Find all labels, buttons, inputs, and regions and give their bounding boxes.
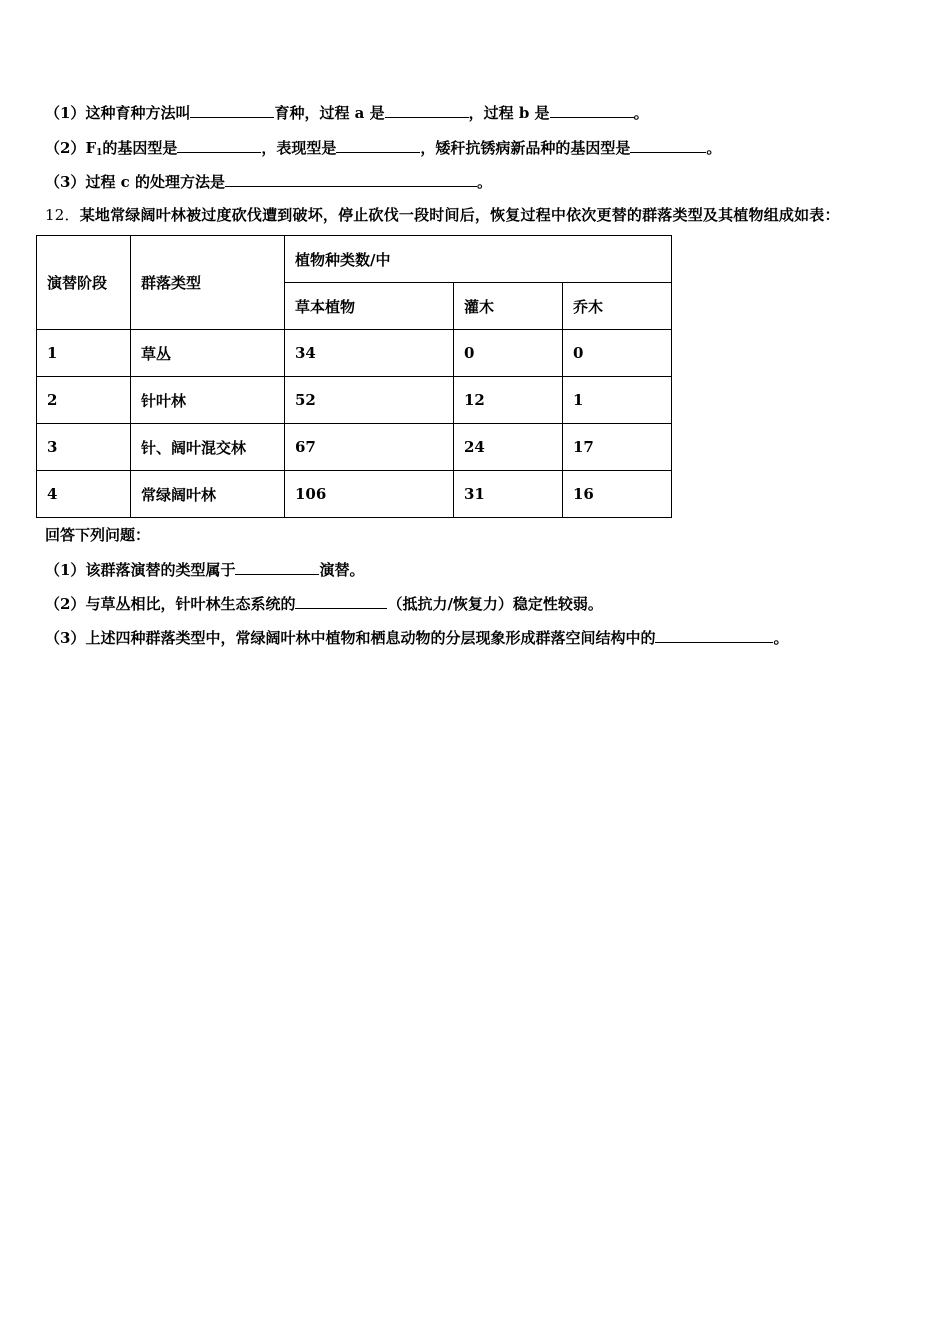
f-symbol: F — [85, 139, 97, 157]
cell-type: 针、阔叶混交林 — [131, 424, 285, 471]
header-type: 群落类型 — [131, 236, 285, 330]
cell-stage: 1 — [37, 330, 131, 377]
cell-shrub: 24 — [454, 424, 563, 471]
cell-tree: 1 — [563, 377, 672, 424]
answer-blank[interactable] — [385, 102, 469, 118]
question-number: （1） — [45, 104, 86, 122]
table-row — [37, 424, 672, 471]
answer-blank[interactable] — [630, 137, 706, 153]
question-text: ，表现型是 — [261, 139, 337, 157]
answer-blank[interactable] — [295, 593, 387, 609]
cell-stage: 2 — [37, 377, 131, 424]
succession-table — [36, 235, 672, 518]
question-number: （3） — [45, 173, 86, 191]
cell-herb: 106 — [285, 471, 454, 518]
cell-type: 草丛 — [131, 330, 285, 377]
question-text: 的基因型是 — [102, 139, 178, 157]
header-herb: 草本植物 — [285, 283, 454, 330]
sub-question-1 — [45, 559, 364, 580]
question-number: （1） — [45, 561, 86, 579]
question-number: （3） — [45, 629, 86, 647]
header-shrub: 灌木 — [454, 283, 563, 330]
question-text: 上述四种群落类型中，常绿阔叶林中植物和栖息动物的分层现象形成群落空间结构中的 — [85, 629, 656, 647]
answer-intro: 回答下列问题： — [45, 526, 151, 544]
question-2 — [45, 137, 721, 163]
question-number: 12． — [45, 206, 80, 224]
cell-herb: 34 — [285, 330, 454, 377]
header-species: 植物种类数/中 — [285, 236, 672, 283]
cell-stage: 4 — [37, 471, 131, 518]
question-number: （2） — [45, 139, 86, 157]
question-end: 。 — [477, 173, 493, 191]
question-text: 过程 c 的处理方法是 — [85, 173, 226, 191]
cell-shrub: 0 — [454, 330, 563, 377]
cell-tree: 17 — [563, 424, 672, 471]
question-text: 这种育种方法叫 — [85, 104, 191, 122]
cell-type: 针叶林 — [131, 377, 285, 424]
table-header-row — [37, 236, 672, 283]
answer-blank[interactable] — [235, 559, 319, 575]
cell-tree: 16 — [563, 471, 672, 518]
answer-blank[interactable] — [655, 627, 773, 643]
cell-shrub: 31 — [454, 471, 563, 518]
header-stage: 演替阶段 — [37, 236, 131, 330]
cell-herb: 52 — [285, 377, 454, 424]
question-12 — [45, 205, 840, 225]
question-number: （2） — [45, 595, 86, 613]
question-text: 演替。 — [319, 561, 365, 579]
question-3 — [45, 171, 492, 192]
table-row — [37, 471, 672, 518]
header-tree: 乔木 — [563, 283, 672, 330]
question-end: 。 — [706, 139, 722, 157]
sub-question-3 — [45, 627, 788, 648]
question-text: 与草丛相比，针叶林生态系统的 — [85, 595, 296, 613]
question-text: ，矮秆抗锈病新品种的基因型是 — [420, 139, 631, 157]
answer-blank[interactable] — [550, 102, 634, 118]
question-1 — [45, 102, 649, 123]
sub-question-2 — [45, 593, 603, 614]
question-text: （抵抗力/恢复力）稳定性较弱。 — [387, 595, 603, 613]
question-text: 某地常绿阔叶林被过度砍伐遭到破坏，停止砍伐一段时间后，恢复过程中依次更替的群落类型及其植物组成如表： — [79, 206, 840, 224]
f-subscript: 1 — [96, 148, 103, 158]
question-text: 育种，过程 a 是 — [274, 104, 385, 122]
cell-shrub: 12 — [454, 377, 563, 424]
table-row — [37, 377, 672, 424]
question-text: ，过程 b 是 — [468, 104, 550, 122]
answer-blank[interactable] — [225, 171, 477, 187]
cell-herb: 67 — [285, 424, 454, 471]
question-end: 。 — [633, 104, 649, 122]
cell-tree: 0 — [563, 330, 672, 377]
answer-blank[interactable] — [190, 102, 274, 118]
question-end: 。 — [773, 629, 789, 647]
question-text: 该群落演替的类型属于 — [85, 561, 236, 579]
answer-blank[interactable] — [177, 137, 261, 153]
table-row — [37, 330, 672, 377]
cell-stage: 3 — [37, 424, 131, 471]
cell-type: 常绿阔叶林 — [131, 471, 285, 518]
answer-blank[interactable] — [336, 137, 420, 153]
